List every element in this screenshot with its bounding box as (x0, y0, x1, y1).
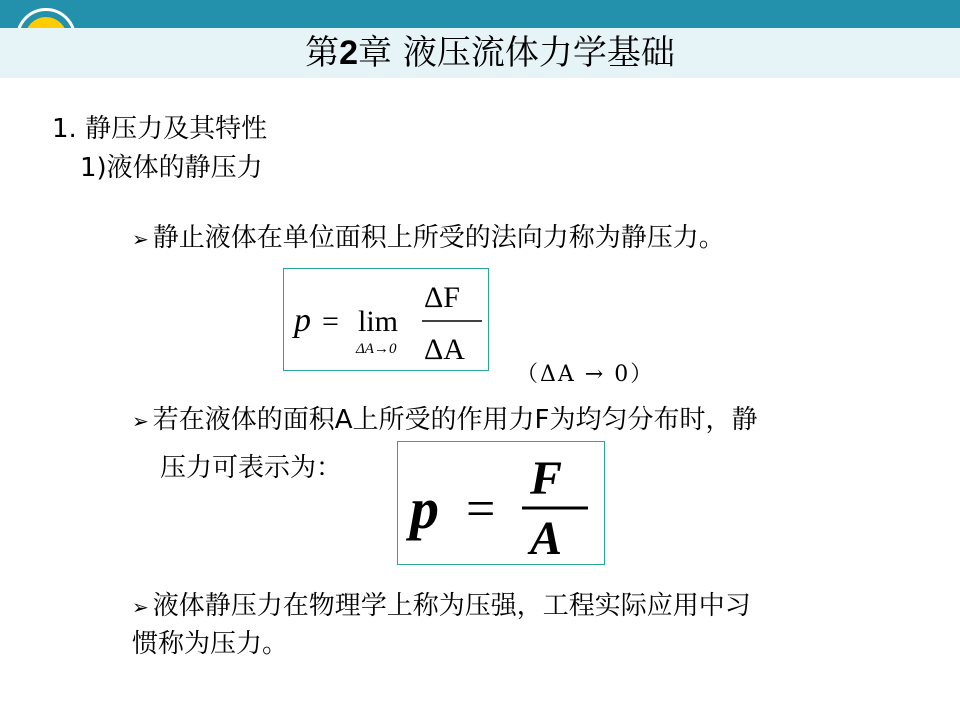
arrow-bullet-icon: ➢ (132, 409, 149, 433)
formula1-denominator: ΔA (424, 333, 465, 366)
section-subheading: 1)液体的静压力 (80, 153, 263, 183)
page-title (0, 28, 960, 78)
bullet-2-line-1 (132, 404, 758, 437)
bullet-2-line-2: 压力可表示为： (160, 453, 343, 483)
formula1-lim: lim (358, 305, 399, 338)
formula1-sub: ΔA→0 (356, 341, 397, 357)
formula2-denominator: A (530, 512, 563, 564)
bullet-3-text: 液体静压力在物理学上称为压强，工程实际应用中习 (152, 591, 751, 621)
bullet-1-text: 静止液体在单位面积上所受的法向力称为静压力。 (152, 223, 725, 253)
arrow-bullet-icon: ➢ (132, 227, 149, 251)
title-number: 2 (339, 34, 359, 72)
formula1-lhs: p (294, 302, 311, 339)
formula2-numerator: F (530, 452, 563, 505)
formula-pressure (398, 442, 604, 564)
formula-pressure-box (397, 441, 605, 565)
title-suffix: 章 液压流体力学基础 (358, 33, 675, 73)
formula2-lhs: p (410, 476, 439, 541)
formula-limit (284, 269, 488, 370)
bullet-3-line-1 (132, 590, 751, 623)
bullet-1 (132, 222, 725, 255)
formula-limit-box (283, 268, 489, 371)
formula1-eq: = (322, 305, 339, 338)
arrow-bullet-icon: ➢ (132, 595, 149, 619)
formula2-eq: = (466, 481, 496, 538)
title-prefix: 第 (305, 33, 340, 73)
bullet-2-text: 若在液体的面积A上所受的作用力F为均匀分布时，静 (152, 405, 758, 435)
section-heading: 1. 静压力及其特性 (52, 114, 268, 144)
formula1-numerator: ΔF (424, 281, 460, 314)
bullet-3-line-2: 惯称为压力。 (132, 629, 289, 659)
formula-condition-note: （ΔA → 0） (516, 362, 655, 387)
